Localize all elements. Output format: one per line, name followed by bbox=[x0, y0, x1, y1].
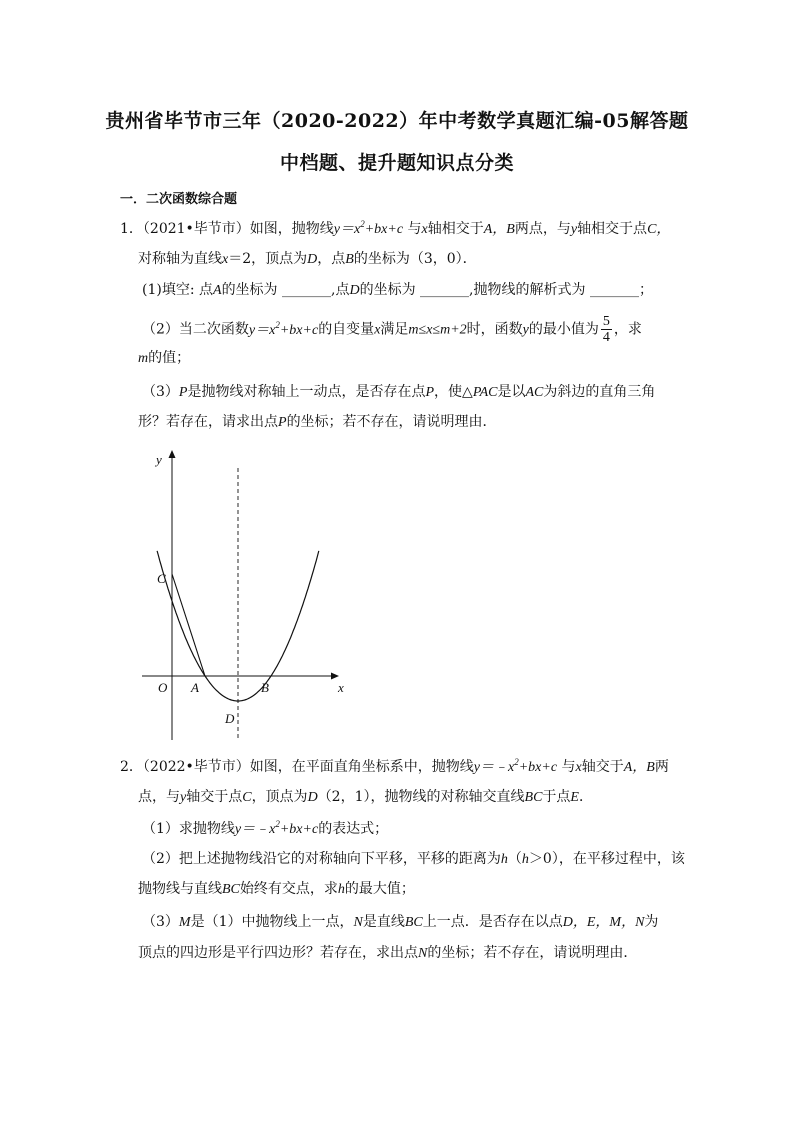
label-a: A bbox=[191, 680, 199, 695]
q2-equation-repeat: $y=﹣x^2+bx+c$ bbox=[234, 819, 319, 837]
label-y: y bbox=[156, 452, 162, 467]
q2-part-3: （3）M是（1）中抛物线上一点，N是直线BC上一点．是否存在以点D，E，M，N为 bbox=[142, 914, 659, 930]
q1-part-2: （2）当二次函数$y=x^2+bx+c$的自变量x满足m≤x≤m+2时，函数y的最小值为 $\frac{5}{4}$ ，求 bbox=[142, 314, 642, 345]
label-o: O bbox=[158, 680, 168, 695]
section-heading: 一．二次函数综合题 bbox=[120, 192, 238, 207]
segment-ac bbox=[172, 574, 205, 676]
q1-line-1: 1．（2021•毕节市）如图，抛物线$y=x^2+bx+c$ 与x轴相交于A，B两点，与y轴相交于点C， bbox=[120, 219, 671, 237]
q1-equation: $y=x^2+bx+c$ bbox=[333, 219, 404, 237]
q1-equation-repeat: $y=x^2+bx+c$ bbox=[248, 319, 319, 338]
label-d: D bbox=[225, 711, 235, 726]
q2-part-2: （2）把上述抛物线沿它的对称轴向下平移，平移的距离为h（h＞0），在平移过程中，该 bbox=[142, 851, 685, 867]
x-axis-arrow bbox=[331, 673, 339, 680]
label-x: x bbox=[338, 680, 344, 695]
q1-intro-text: 1．（2021•毕节市）如图，抛物线 bbox=[120, 221, 334, 237]
parabola-figure bbox=[138, 446, 358, 746]
q2-part-2-cont: 抛物线与直线BC始终有交点，求h的最大值； bbox=[138, 881, 415, 897]
q2-line-1: 2．（2022•毕节市）如图，在平面直角坐标系中，抛物线$y=﹣x^2+bx+c$ 与x轴交于A，B两 bbox=[120, 757, 669, 775]
q2-part-1: （1）求抛物线$y=﹣x^2+bx+c$的表达式； bbox=[142, 819, 389, 837]
label-c: C bbox=[157, 571, 166, 586]
q1-part-1: (1)填空: 点A的坐标为 _______,点D的坐标为 _______,抛物线的解析式为 _______； bbox=[142, 282, 653, 298]
q1-part-3: （3）P是抛物线对称轴上一动点，是否存在点P，使△PAC是以AC为斜边的直角三角 bbox=[142, 384, 656, 400]
label-b: B bbox=[261, 680, 269, 695]
q1-part-3-cont: 形？若存在，请求出点P的坐标；若不存在，请说明理由． bbox=[138, 414, 497, 430]
y-axis-arrow bbox=[169, 450, 176, 458]
q1-part-2-cont: m的值； bbox=[138, 350, 191, 366]
q1-line-2: 对称轴为直线x＝2，顶点为D，点B的坐标为（3，0）． bbox=[138, 251, 477, 267]
q2-part-3-cont: 顶点的四边形是平行四边形？若存在，求出点N的坐标；若不存在，请说明理由． bbox=[138, 945, 638, 961]
q2-line-2: 点，与y轴交于点C，顶点为D（2，1），抛物线的对称轴交直线BC于点E． bbox=[138, 789, 593, 805]
q2-equation: $y=﹣x^2+bx+c$ bbox=[473, 757, 558, 775]
fraction-five-quarters: $\frac{5}{4}$ bbox=[602, 314, 610, 345]
page-title-line-1: 贵州省毕节市三年（2020-2022）年中考数学真题汇编-05解答题 bbox=[105, 110, 689, 132]
page-title-line-2: 中档题、提升题知识点分类 bbox=[279, 152, 514, 174]
